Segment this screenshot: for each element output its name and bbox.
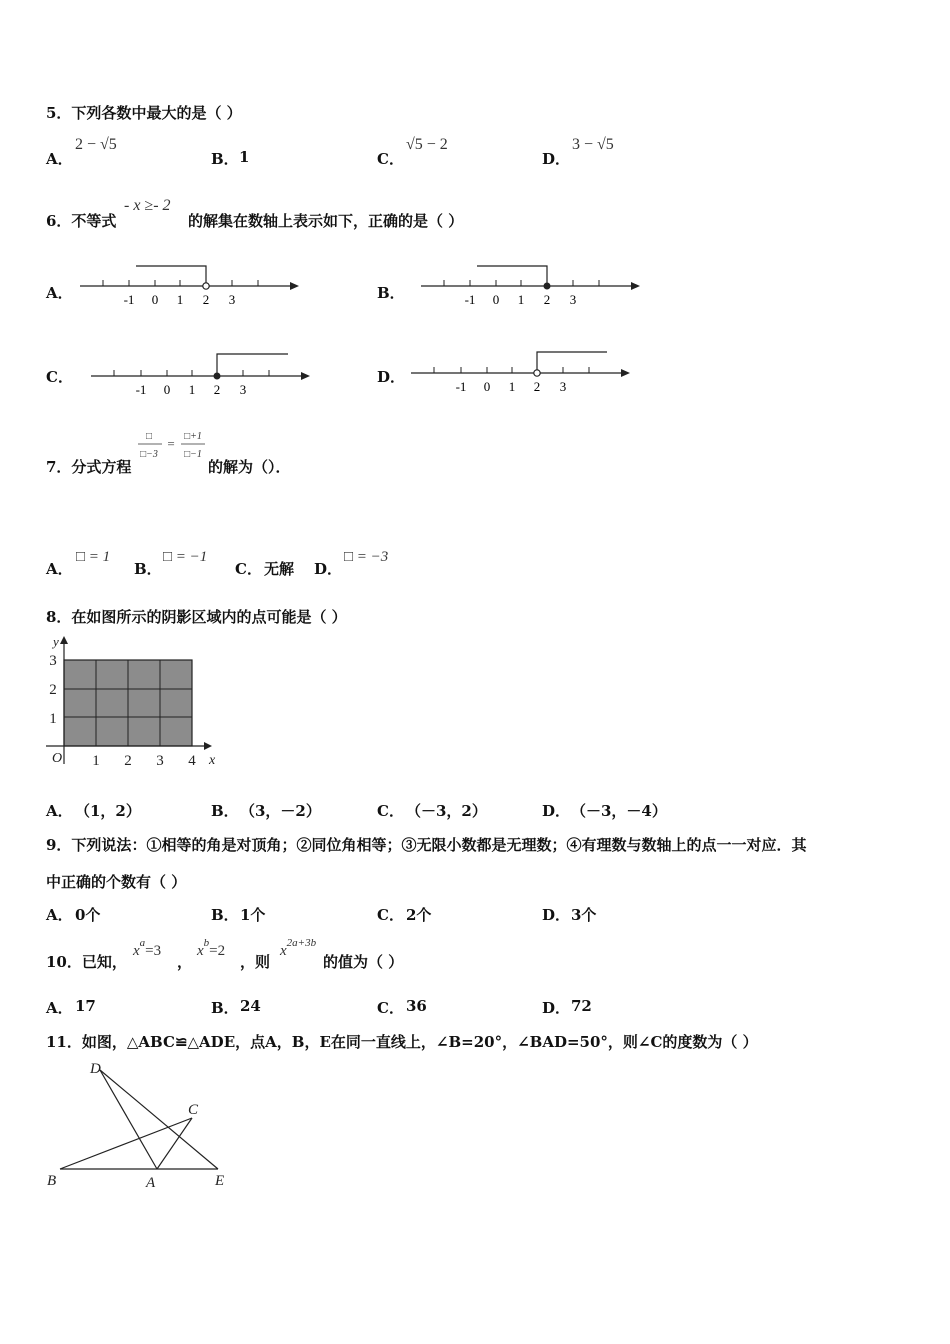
point-label-e: E <box>215 1173 225 1189</box>
tick-label: 1 <box>508 379 516 394</box>
q5-option-d-expr: 3 − √5 <box>572 136 614 153</box>
q10-middle: ，则 <box>240 953 271 971</box>
q8-option-c-expr: （－3，2） <box>406 802 487 820</box>
q7-option-d-label: D． <box>314 560 343 578</box>
tick-label: 2 <box>213 382 221 397</box>
x-tick-label: 4 <box>188 753 196 769</box>
origin-label: O <box>52 751 63 766</box>
segment-da <box>100 1070 157 1169</box>
q9-stem-line2: 中正确的个数有（ ） <box>46 873 187 891</box>
tick-label: 2 <box>202 292 210 307</box>
x-tick-label: 3 <box>156 753 164 769</box>
q11-stem: 11．如图，△ABC≌△ADE，点A，B，E在同一直线上，∠B=20°，∠BAD=50°，则∠C的度数为（ ） <box>46 1033 758 1051</box>
tick-label: 1 <box>188 382 196 397</box>
q10-option-d-label: D． <box>542 999 571 1017</box>
q8-option-d-expr: （－3，－4） <box>571 802 667 820</box>
y-axis-label: y <box>53 634 59 649</box>
q5-option-c-label: C． <box>377 150 404 168</box>
point-label-c: C <box>188 1102 199 1118</box>
q11-triangle-figure <box>40 1056 240 1190</box>
q10-prefix: 10．已知， <box>46 953 127 971</box>
point-label-a: A <box>146 1175 156 1190</box>
y-tick-label: 2 <box>49 682 57 698</box>
q8-option-b-label: B． <box>211 802 239 820</box>
q10-separator: ， <box>177 953 193 971</box>
tick-label: 3 <box>239 382 247 397</box>
tick-label: -1 <box>135 382 147 397</box>
tick-label: 3 <box>228 292 236 307</box>
q9-option-d-expr: 3个 <box>571 906 597 924</box>
q9-stem-line1: 9．下列说法：①相等的角是对顶角；②同位角相等；③无限小数都是无理数；④有理数与数轴上的点一一对应．其 <box>46 836 807 854</box>
tick-label: 1 <box>517 292 525 307</box>
q7-option-a-expr: □ = 1 <box>76 549 111 565</box>
tick-label: 0 <box>492 292 500 307</box>
q7-left-numerator: □ <box>145 431 153 442</box>
q9-option-a-expr: 0个 <box>75 906 101 924</box>
segment-de <box>100 1070 218 1169</box>
q10-condition-1: $x^a=3$ <box>133 937 162 959</box>
q5-option-b-label: B． <box>211 150 239 168</box>
q7-option-d-expr: □ = −3 <box>344 549 389 565</box>
q9-option-b-label: B． <box>211 906 239 924</box>
tick-label: -1 <box>464 292 476 307</box>
q7-left-denominator: □−3 <box>140 449 158 460</box>
q6-option-d-label: D． <box>377 368 406 386</box>
tick-label: 0 <box>151 292 159 307</box>
q5-option-a-expr: 2 − √5 <box>75 136 117 153</box>
q6-number-line-b <box>416 258 646 310</box>
point-label-d: D <box>90 1061 101 1077</box>
q8-option-a-expr: （1，2） <box>75 802 141 820</box>
q9-option-b-expr: 1个 <box>240 906 266 924</box>
tick-label: -1 <box>455 379 467 394</box>
q10-option-c-label: C． <box>377 999 404 1017</box>
q6-option-b-label: B． <box>377 284 405 302</box>
q10-option-b-label: B． <box>211 999 239 1017</box>
tick-label: 3 <box>569 292 577 307</box>
q7-option-c-expr: 无解 <box>264 560 295 578</box>
q10-target-expression: $x^{2a+3b}$ <box>280 937 317 959</box>
q9-option-a-label: A． <box>46 906 73 924</box>
y-tick-label: 1 <box>49 711 57 727</box>
q7-right-denominator: □−1 <box>184 449 202 460</box>
q10-option-c-expr: 36 <box>406 997 427 1015</box>
tick-label: -1 <box>123 292 135 307</box>
q8-stem: 8．在如图所示的阴影区域内的点可能是（ ） <box>46 608 347 626</box>
q7-option-c-label: C． <box>235 560 262 578</box>
q5-option-b-expr: 1 <box>239 148 250 166</box>
q5-stem: 5．下列各数中最大的是（ ） <box>46 104 242 122</box>
q7-right-numerator: □+1 <box>184 431 202 442</box>
q8-option-b-expr: （3，－2） <box>240 802 321 820</box>
q10-option-a-expr: 17 <box>75 997 96 1015</box>
q5-option-d-label: D． <box>542 150 571 168</box>
q9-option-d-label: D． <box>542 906 571 924</box>
x-tick-label: 2 <box>124 753 132 769</box>
segment-bc <box>60 1118 192 1169</box>
q7-stem-suffix: 的解为（）． <box>208 458 291 476</box>
q10-option-d-expr: 72 <box>571 997 592 1015</box>
q6-number-line-a <box>75 258 305 310</box>
q5-option-a-label: A． <box>46 150 73 168</box>
q7-equation <box>136 428 208 464</box>
q7-option-a-label: A． <box>46 560 73 578</box>
q10-condition-2: $x^b=2$ <box>197 937 226 959</box>
tick-label: 2 <box>543 292 551 307</box>
q8-option-c-label: C． <box>377 802 404 820</box>
q7-stem-prefix: 7．分式方程 <box>46 458 132 476</box>
q10-option-a-label: A． <box>46 999 73 1017</box>
q7-equals-sign: = <box>167 436 175 451</box>
tick-label: 2 <box>533 379 541 394</box>
q6-option-c-label: C． <box>46 368 73 386</box>
tick-label: 0 <box>163 382 171 397</box>
q6-stem-suffix: 的解集在数轴上表示如下，正确的是（ ） <box>188 212 464 230</box>
point-label-b: B <box>47 1173 57 1189</box>
q6-number-line-c <box>86 346 316 398</box>
q7-option-b-label: B． <box>134 560 162 578</box>
x-axis-label: x <box>209 753 216 768</box>
q10-suffix: 的值为（ ） <box>323 953 404 971</box>
q7-option-b-expr: □ = −1 <box>163 549 208 565</box>
q6-option-a-label: A． <box>46 284 73 302</box>
q5-option-c-expr: √5 − 2 <box>406 136 448 153</box>
q6-stem-prefix: 6．不等式 <box>46 212 117 230</box>
q9-option-c-label: C． <box>377 906 404 924</box>
y-tick-label: 3 <box>49 653 57 669</box>
q9-option-c-expr: 2个 <box>406 906 432 924</box>
q6-inequality: - x ≥- 2 <box>124 197 171 214</box>
q8-coordinate-grid <box>44 632 220 770</box>
q8-option-a-label: A． <box>46 802 73 820</box>
tick-label: 0 <box>483 379 491 394</box>
tick-label: 1 <box>176 292 184 307</box>
q8-option-d-label: D． <box>542 802 571 820</box>
x-tick-label: 1 <box>92 753 100 769</box>
tick-label: 3 <box>559 379 567 394</box>
q10-option-b-expr: 24 <box>240 997 261 1015</box>
q6-number-line-d <box>406 343 638 395</box>
